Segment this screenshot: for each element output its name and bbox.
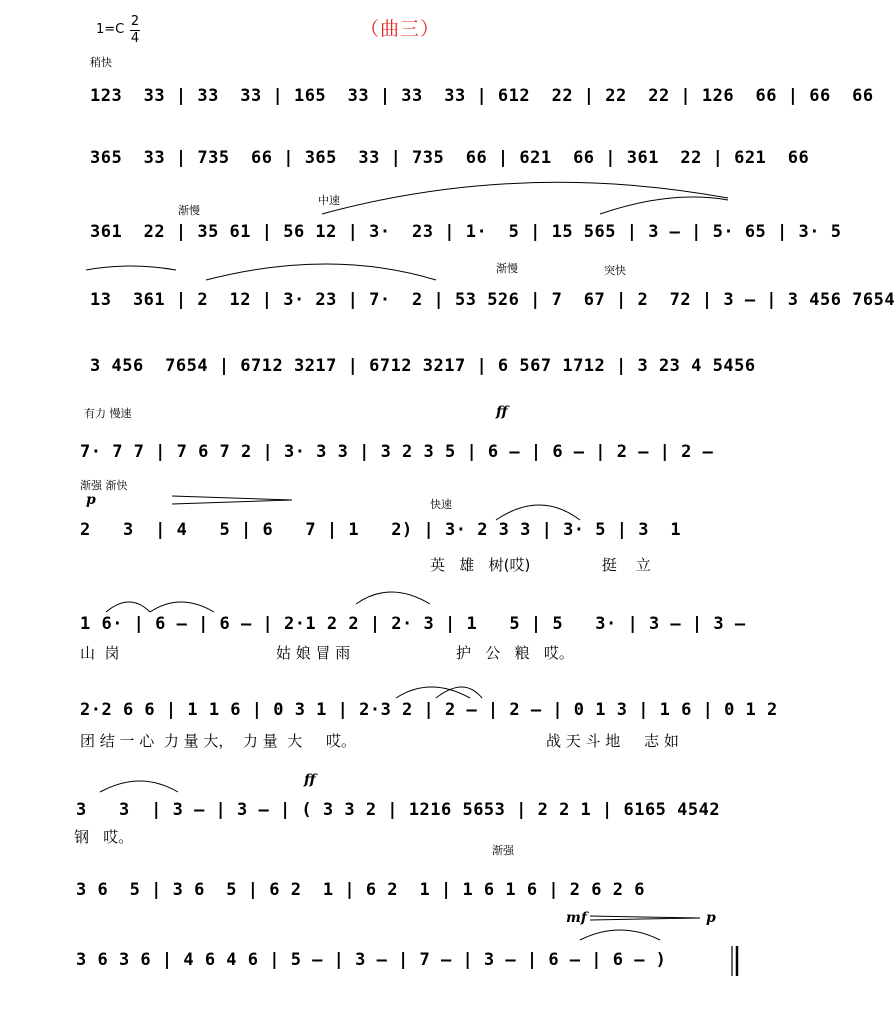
tempo-mark-7: 渐强 渐快 bbox=[80, 479, 128, 492]
slur bbox=[580, 930, 660, 940]
row-notes: 2·2 6 6 | 1 1 6 | 0 3 1 | 2·3 2 | 2 – | 2 – | 0 1 3 | 1 6 | 0 1 2 bbox=[80, 700, 778, 720]
tempo-mark-4: 突快 bbox=[604, 264, 626, 277]
row-notes: 3 456 7654 | 6712 3217 | 6712 3217 | 6 567 1712 | 3 23 4 5456 bbox=[90, 356, 756, 376]
lyrics-line-9b: 战 天 斗 地 志 如 bbox=[546, 732, 679, 750]
row-notes: 3 6 3 6 | 4 6 4 6 | 5 – | 3 – | 7 – | 3 – | 6 – | 6 – ) bbox=[76, 950, 667, 970]
tempo-marking-start: 稍快 bbox=[90, 56, 112, 69]
row-notes: 123 33 | 33 33 | 165 33 | 33 33 | 612 22 | 22 22 | 126 66 | 66 66 bbox=[90, 86, 874, 106]
dynamic-p-1: p bbox=[86, 492, 96, 508]
slur bbox=[86, 266, 176, 270]
tempo-mark-1: 渐慢 bbox=[178, 204, 200, 217]
lyrics-line-8c: 护 公 粮 哎。 bbox=[456, 644, 574, 662]
row-notes: 2 3 | 4 5 | 6 7 | 1 2) | 3· 2 3 3 | 3· 5 | 3 1 bbox=[80, 520, 682, 540]
slur bbox=[396, 687, 470, 698]
slur bbox=[356, 592, 430, 604]
lyrics-line-7: 英 雄 树(哎) 挺 立 bbox=[430, 556, 651, 574]
dynamic-ff-2: ff bbox=[304, 772, 316, 788]
row-notes: 365 33 | 735 66 | 365 33 | 735 66 | 621 66 | 361 22 | 621 66 bbox=[90, 148, 810, 168]
row-notes: 3 6 5 | 3 6 5 | 6 2 1 | 6 2 1 | 1 6 1 6 | 2 6 2 6 bbox=[76, 880, 645, 900]
row-notes: 1 6· | 6 – | 6 – | 2·1 2 2 | 2· 3 | 1 5 | 5 3· | 3 – | 3 – bbox=[80, 614, 746, 634]
row-notes: 3 3 | 3 – | 3 – | ( 3 3 2 | 1216 5653 | 2 2 1 | 6165 4542 bbox=[76, 800, 721, 820]
slur bbox=[150, 602, 214, 612]
hairpin bbox=[172, 496, 292, 504]
dynamic-ff-1: ff bbox=[496, 404, 508, 420]
tempo-mark-11: 渐强 bbox=[492, 844, 514, 857]
time-signature-bottom: 4 bbox=[130, 31, 140, 46]
key-signature: 1=C bbox=[96, 22, 125, 37]
lyrics-line-9a: 团 结 一 心 力 量 大， 力 量 大 哎。 bbox=[80, 732, 357, 750]
dynamic-mf: mf bbox=[566, 910, 587, 926]
dynamic-p-2: p bbox=[706, 910, 716, 926]
row-notes: 361 22 | 35 61 | 56 12 | 3· 23 | 1· 5 | 15 565 | 3 – | 5· 65 | 3· 5 bbox=[90, 222, 842, 242]
slur bbox=[106, 602, 150, 612]
tempo-mark-3: 渐慢 bbox=[496, 262, 518, 275]
tempo-mark-2: 中速 bbox=[318, 194, 340, 207]
slur bbox=[100, 781, 178, 792]
slur bbox=[206, 264, 436, 280]
tempo-mark-9: 快速 bbox=[430, 498, 452, 511]
row-notes: 7· 7 7 | 7 6 7 2 | 3· 3 3 | 3 2 3 5 | 6 – | 6 – | 2 – | 2 – bbox=[80, 442, 714, 462]
slur bbox=[496, 505, 580, 520]
tempo-mark-5: 有力 慢速 bbox=[84, 407, 132, 420]
row-notes: 13 361 | 2 12 | 3· 23 | 7· 2 | 53 526 | 7 67 | 2 72 | 3 – | 3 456 7654 bbox=[90, 290, 895, 310]
hairpin bbox=[590, 916, 700, 920]
time-signature-top: 2 bbox=[130, 14, 140, 29]
lyrics-line-8a: 山 岗 bbox=[80, 644, 120, 662]
lyrics-line-10: 钢 哎。 bbox=[74, 828, 134, 846]
slur bbox=[600, 197, 728, 214]
piece-title: （曲三） bbox=[360, 18, 441, 40]
lyrics-line-8b: 姑 娘 冒 雨 bbox=[276, 644, 351, 662]
